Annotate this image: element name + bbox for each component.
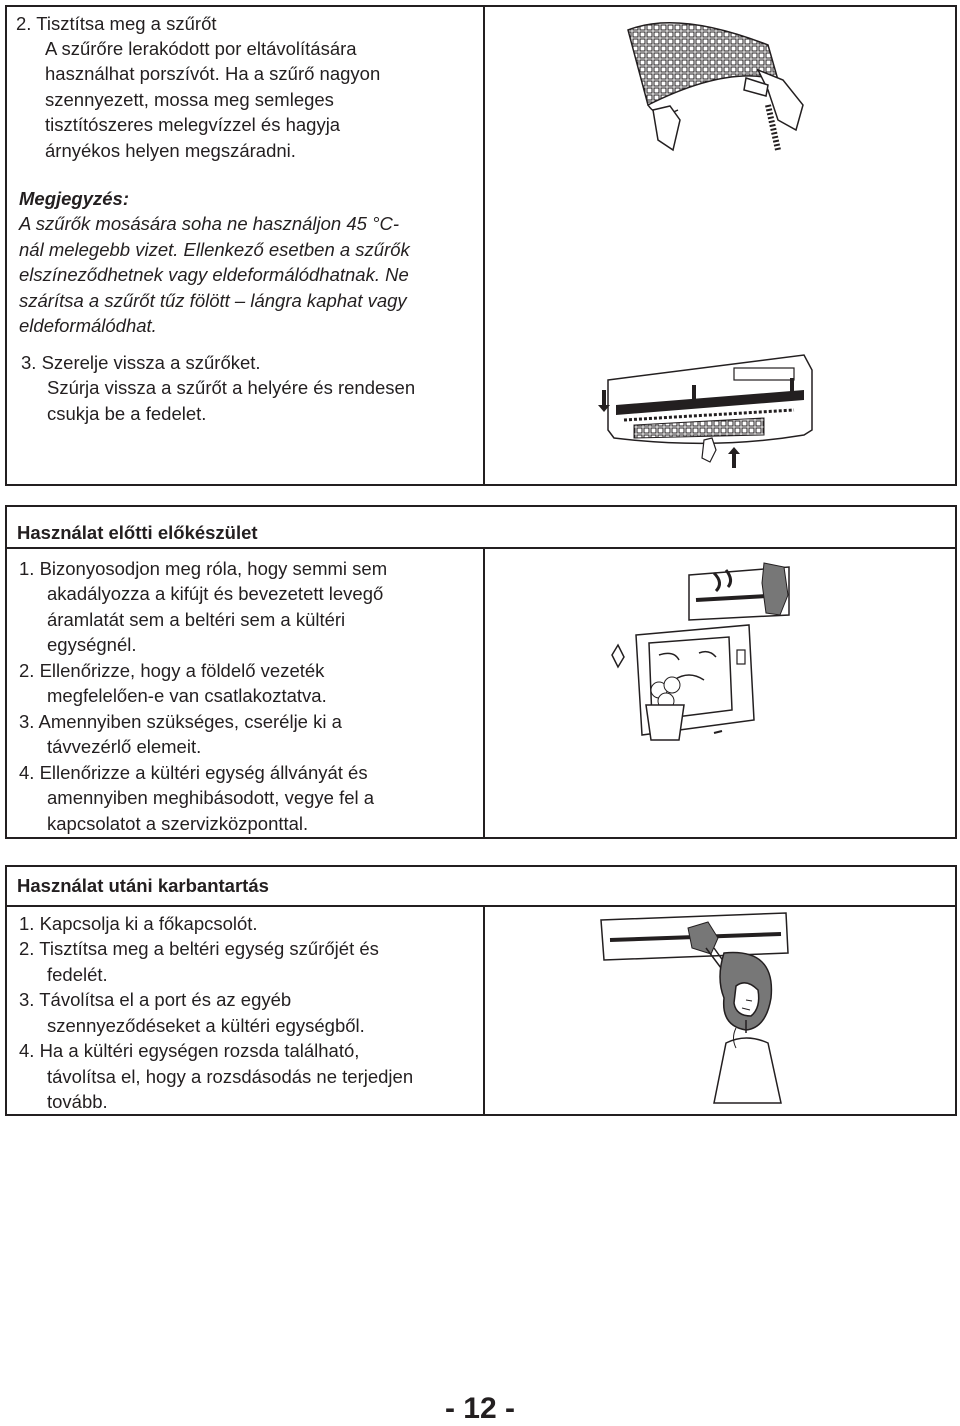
blocked-airflow-illustration (604, 555, 794, 745)
list-line: áramlatát sem a beltéri sem a kültéri (47, 609, 346, 630)
note-line: A szűrők mosására soha ne használjon 45 °C- (19, 213, 399, 234)
step2-line: szennyezett, mossa meg semleges (45, 89, 334, 110)
step3-line: Szúrja vissza a szűrőt a helyére és rendesen (47, 377, 416, 398)
list-line: akadályozza a kifújt és bevezetett levegő (47, 583, 384, 604)
note-line: elszíneződhetnek vagy eldeformálódhatnak. Ne (19, 264, 409, 285)
section-divider (483, 7, 485, 484)
list-line: 2. Ellenőrizze, hogy a földelő vezeték (19, 660, 325, 681)
note-title: Megjegyzés: (19, 188, 130, 209)
page-number: - 12 - (444, 1392, 516, 1425)
list-line: egységnél. (47, 634, 137, 655)
section-heading: Használat utáni karbantartás (17, 875, 269, 896)
filter-cleaning-illustration (618, 10, 808, 155)
list-line: fedelét. (47, 964, 108, 985)
cleaning-unit-illustration (596, 908, 796, 1108)
list-line: 2. Tisztítsa meg a beltéri egység szűrőjét és (19, 938, 379, 959)
list-line: kapcsolatot a szervizközponttal. (47, 813, 309, 834)
heading-divider (7, 905, 955, 907)
list-line: 3. Távolítsa el a port és az egyéb (19, 989, 292, 1010)
step2-line: használhat porszívót. Ha a szűrő nagyon (45, 63, 381, 84)
indoor-unit-filter-illustration (594, 350, 819, 470)
list-line: 4. Ellenőrizze a kültéri egység állványát és (19, 762, 368, 783)
note-line: eldeformálódhat. (19, 315, 157, 336)
section-divider (483, 905, 485, 1114)
note-line: szárítsa a szűrőt tűz fölött – lángra kaphat vagy (19, 290, 407, 311)
list-line: tovább. (47, 1091, 108, 1112)
step2-line: tisztítószeres melegvízzel és hagyja (45, 114, 341, 135)
list-line: megfelelően-e van csatlakoztatva. (47, 685, 327, 706)
list-line: 1. Bizonyosodjon meg róla, hogy semmi sem (19, 558, 388, 579)
note-line: nál melegebb vizet. Ellenkező esetben a szűrők (19, 239, 410, 260)
step3-title: 3. Szerelje vissza a szűrőket. (21, 352, 261, 373)
step2-title: 2. Tisztítsa meg a szűrőt (16, 13, 217, 34)
step2-line: árnyékos helyen megszáradni. (45, 140, 296, 161)
section-heading: Használat előtti előkészület (17, 522, 258, 543)
list-line: 3. Amennyiben szükséges, cserélje ki a (19, 711, 342, 732)
heading-divider (7, 547, 955, 549)
list-line: 4. Ha a kültéri egységen rozsda található, (19, 1040, 360, 1061)
step2-line: A szűrőre lerakódott por eltávolítására (45, 38, 357, 59)
list-line: amennyiben meghibásodott, vegye fel a (47, 787, 375, 808)
list-line: szennyeződéseket a kültéri egységből. (47, 1015, 365, 1036)
list-line: távolítsa el, hogy a rozsdásodás ne terjedjen (47, 1066, 414, 1087)
list-line: 1. Kapcsolja ki a főkapcsolót. (19, 913, 258, 934)
step3-line: csukja be a fedelet. (47, 403, 207, 424)
list-line: távvezérlő elemeit. (47, 736, 202, 757)
section-divider (483, 547, 485, 837)
